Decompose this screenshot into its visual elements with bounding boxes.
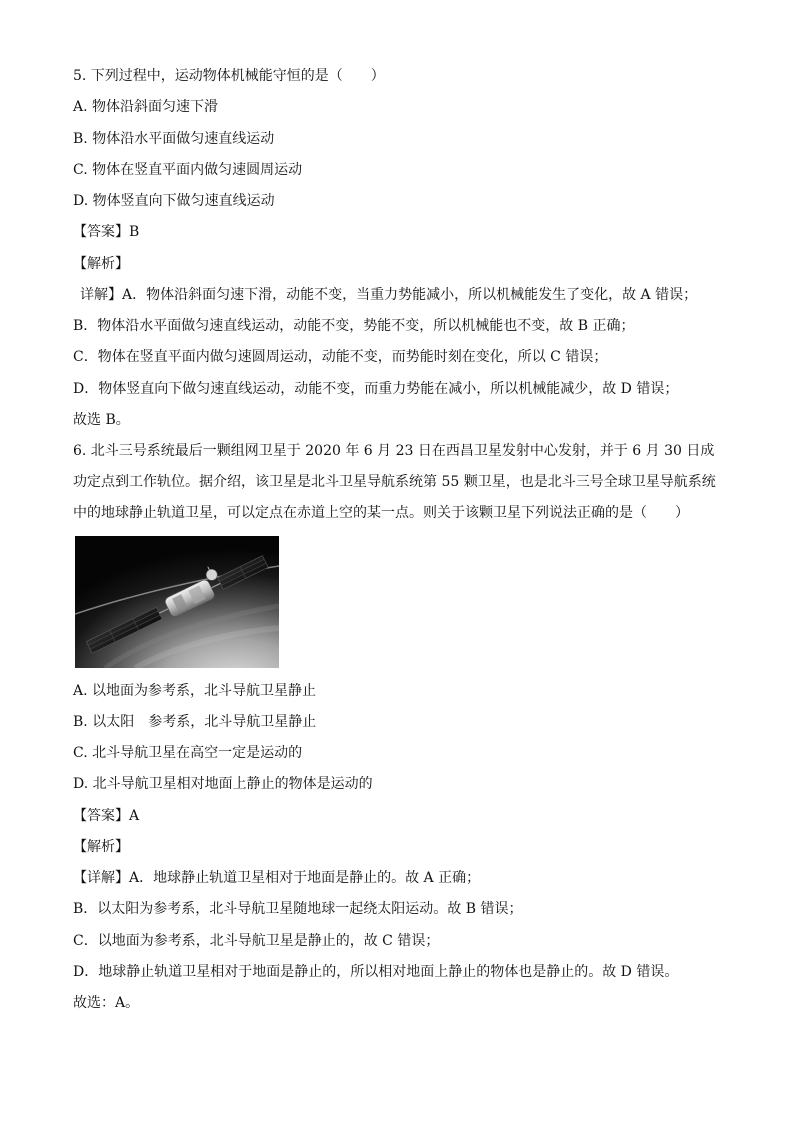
- q6-analysis-line-5: 故选：A。: [73, 995, 140, 1011]
- q6-option-b: B. 以太阳 参考系，北斗导航卫星静止: [73, 714, 317, 730]
- q6-analysis-line-3: C．以地面为参考系，北斗导航卫星是静止的，故 C 错误；: [73, 933, 440, 949]
- q6-analysis-line-4: D．地球静止轨道卫星相对于地面是静止的，所以相对地面上静止的物体也是静止的。故 D 错误。: [73, 964, 679, 980]
- q6-analysis-line-1: 【详解】A．地球静止轨道卫星相对于地面是静止的。故 A 正确；: [73, 870, 481, 886]
- q5-analysis-line-2: B．物体沿水平面做匀速直线运动，动能不变，势能不变，所以机械能也不变，故 B 正确；: [73, 318, 635, 334]
- q5-option-d: D. 物体竖直向下做匀速直线运动: [73, 193, 275, 209]
- q6-option-a: A. 以地面为参考系，北斗导航卫星静止: [73, 683, 317, 699]
- q5-option-c: C. 物体在竖直平面内做匀速圆周运动: [73, 162, 303, 178]
- q6-stem: 6. 北斗三号系统最后一颗组网卫星于 2020 年 6 月 23 日在西昌卫星发射中心发射，并于 6 月 30 日成功定点到工作轨位。据介绍，该卫星是北斗卫星导航系统第 55 颗卫星，也是北斗三号全球卫星导航系统中的地球静止轨道卫星，可以定点在赤道上空的某一点。则关于该颗卫星下列说法正确的是（ ）: [73, 443, 716, 521]
- q5-analysis-line-4: D．物体竖直向下做匀速直线运动，动能不变，而重力势能在减小，所以机械能减少，故 D 错误；: [73, 381, 679, 397]
- q5-option-b: B. 物体沿水平面做匀速直线运动: [73, 131, 275, 147]
- q6-option-d: D. 北斗导航卫星相对地面上静止的物体是运动的: [73, 776, 373, 792]
- q6-option-c: C. 北斗导航卫星在高空一定是运动的: [73, 745, 303, 761]
- q5-stem: 5. 下列过程中，运动物体机械能守恒的是（ ）: [73, 68, 385, 84]
- q5-analysis-line-3: C．物体在竖直平面内做匀速圆周运动，动能不变，而势能时刻在变化，所以 C 错误；: [73, 349, 608, 365]
- q6-analysis-title: 【解析】: [73, 839, 129, 855]
- q5-answer: 【答案】B: [73, 224, 140, 240]
- q6-answer: 【答案】A: [73, 808, 140, 824]
- q5-analysis-line-5: 故选 B。: [73, 412, 130, 428]
- q6-analysis-line-2: B．以太阳为参考系，北斗导航卫星随地球一起绕太阳运动。故 B 错误；: [73, 901, 523, 917]
- q5-analysis-line-1: 详解】A．物体沿斜面匀速下滑，动能不变，当重力势能减小，所以机械能发生了变化，故 A 错误；: [80, 287, 698, 303]
- satellite-photo: [75, 536, 279, 668]
- q5-option-a: A. 物体沿斜面匀速下滑: [73, 99, 219, 115]
- q5-analysis-title: 【解析】: [73, 256, 129, 272]
